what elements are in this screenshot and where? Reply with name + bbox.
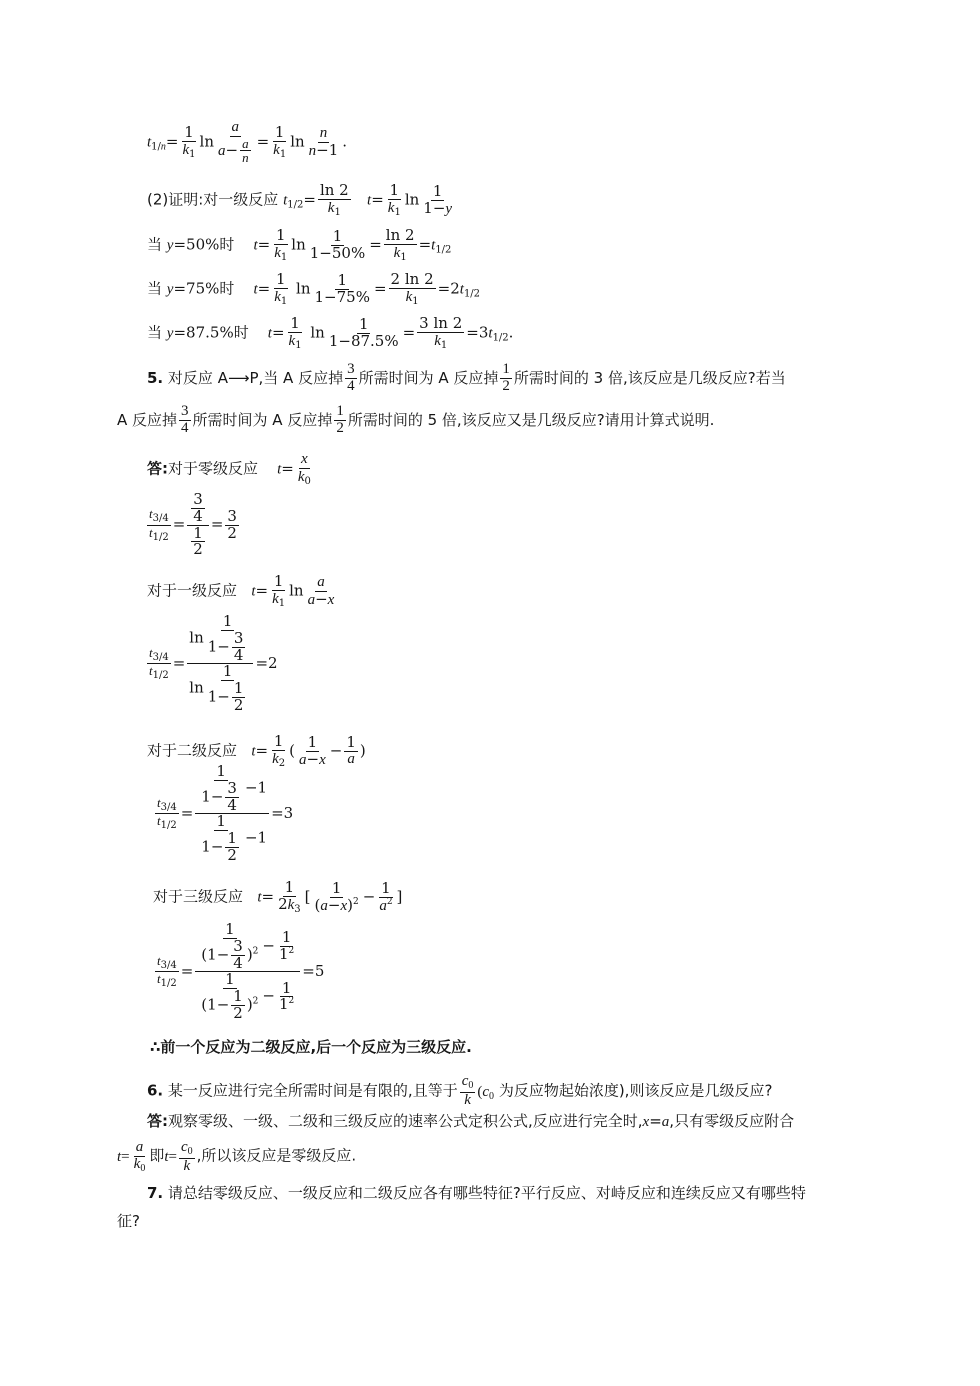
ratio-first-order: $\frac{t_{3/4}}{t_{1/2}}$ = ln 1 1− $\frac{3}{4}$ ln 1 1− $\frac{1}{2}$ =2 [149, 612, 278, 714]
zero-order-line: 答:对于零级反应 t= $\frac{x}{k_0}$ [147, 451, 311, 487]
answer-label: 答: [147, 459, 168, 478]
q5-number: 5. [147, 368, 164, 387]
when-label: 当 [147, 235, 163, 254]
question-7-line2: 征? [117, 1212, 140, 1230]
case-y50: 当 y=50%时 t= $\frac{1}{k_1}$ ln $\frac{1}{1-50\%}$ = $\frac{\ln 2}{k_1}$ $=t_{1/2}$ [147, 226, 452, 263]
q5-text-a: 对反应 A [167, 368, 228, 387]
q6-answer-line1: 答:观察零级、一级、二级和三级反应的速率公式定积公式,反应进行完全时,x=a,只有零级反应附合 [147, 1112, 795, 1130]
q6-answer-a: 观察零级、一级、二级和三级反应的速率公式定积公式,反应进行完全时, [168, 1112, 643, 1130]
when-suffix: 时 [219, 235, 235, 254]
q6-text-a: 某一反应进行完全所需时间是有限的,且等于 [167, 1081, 458, 1100]
ratio-third-order: $\frac{t_{3/4}}{t_{1/2}}$ = 1 (1− $\frac{3}{4}$ )$^2$ − $\frac{1}{1^2}$ 1 (1− $\frac{1}{2}$ )$^2$ − $\frac{1}{1^2}$ =5 [157, 920, 325, 1022]
third-order-label: 对于三级反应 [153, 887, 244, 906]
q5-text-f: 所需时间为 A 反应掉 [192, 410, 333, 429]
q5-text-e: A 反应掉 [117, 410, 178, 429]
proof-heading: (2)证明:对一级反应 [147, 190, 279, 209]
q6-text-b: 为反应物起始浓度),则该反应是几级反应? [498, 1081, 773, 1100]
first-order-label: 对于一级反应 [147, 581, 238, 600]
zero-order-label: 对于零级反应 [168, 459, 259, 478]
question-6-line: 6. 某一反应进行完全所需时间是有限的,且等于 $\frac{c_0}{k}$ ($c_0$ 为反应物起始浓度),则该反应是几级反应? [147, 1073, 773, 1108]
q7-text-line1: 请总结零级反应、一级反应和二级反应各有哪些特征?平行反应、对峙反应和连续反应又有哪些特 [167, 1184, 806, 1202]
q5-text-d: 所需时间的 3 倍,该反应是几级反应?若当 [513, 368, 786, 387]
case-y875: 当 y=87.5%时 t= $\frac{1}{k_1}$ ln $\frac{1}{1-87.5\%}$ = $\frac{3 \ln 2}{k_1}$ $=3t_{1/2}$. [147, 314, 514, 351]
second-order-line: 对于二级反应 t= $\frac{1}{k_2}$ ( $\frac{1}{a-x}$ − $\frac{1}{a}$ ) [147, 732, 366, 769]
question-5-line1: 5. 对反应 A⟶P,当 A 反应掉 $\frac{3}{4}$ 所需时间为 A 反应掉 $\frac{1}{2}$ 所需时间的 3 倍,该反应是几级反应?若当 [147, 361, 786, 394]
q5-text-c: 所需时间为 A 反应掉 [358, 368, 499, 387]
first-order-line: 对于一级反应 t= $\frac{1}{k_1}$ ln $\frac{a}{a-x}$ [147, 572, 335, 609]
q6-answer-b: 只有零级反应附合 [674, 1112, 795, 1130]
y75-value: 75% [186, 279, 220, 298]
question-5-line2: A 反应掉 $\frac{3}{4}$ 所需时间为 A 反应掉 $\frac{1}{2}$ 所需时间的 5 倍,该反应又是几级反应?请用计算式说明. [117, 403, 715, 436]
third-order-line: 对于三级反应 t= $\frac{1}{2k_3}$ [ $\frac{1}{(a-x)^2}$ − $\frac{1}{a^2}$ ] [153, 878, 403, 915]
q6-answer-d: ,所以该反应是零级反应. [196, 1146, 357, 1165]
when-suffix: 时 [219, 279, 235, 298]
q6-number: 6. [147, 1081, 164, 1100]
q5-text-g: 所需时间的 5 倍,该反应又是几级反应?请用计算式说明. [347, 410, 715, 429]
q5-text-b: P,当 A 反应掉 [249, 368, 344, 387]
y50-value: 50% [186, 235, 220, 254]
case-y75: 当 y=75%时 t= $\frac{1}{k_1}$ ln $\frac{1}{1-75\%}$ = $\frac{2 \ln 2}{k_1}$ $=2t_{1/2}$ [147, 270, 481, 307]
answer-label: 答: [147, 1112, 168, 1130]
q6-answer-c: 即 [149, 1146, 165, 1165]
ratio-second-order: $\frac{t_{3/4}}{t_{1/2}}$ = 1 1− $\frac{3}{4}$ −1 1 1− $\frac{1}{2}$ −1 =3 [157, 762, 294, 864]
question-7-line1 [147, 1186, 806, 1201]
arrow-icon: ⟶ [227, 368, 250, 387]
when-label: 当 [147, 323, 163, 342]
ratio-zero-order: $\frac{t_{3/4}}{t_{1/2}}$ = $\frac{\frac{3}{4}}{\frac{1}{2}}$ = $\frac{3}{2}$ [149, 490, 237, 559]
second-order-label: 对于二级反应 [147, 741, 238, 760]
conclusion: ∴前一个反应为二级反应,后一个反应为三级反应. [150, 1038, 472, 1056]
q7-number: 7. [147, 1184, 164, 1202]
y875-value: 87.5% [186, 323, 234, 342]
proof-heading-line: (2)证明:对一级反应 $t_{1/2}=$ $\frac{\ln 2}{k_1}$ t= $\frac{1}{k_1}$ ln $\frac{1}{1-y}$ [147, 181, 453, 218]
when-suffix: 时 [233, 323, 249, 342]
when-label: 当 [147, 279, 163, 298]
formula-t1n: $t_{1/n}=$ $\frac{1}{k_1}$ ln a a− $\frac{a}{n}$ = $\frac{1}{k_1}$ ln $\frac{n}{n-1}$ . [147, 119, 348, 166]
q6-answer-line2: t= $\frac{a}{k_0}$ 即t= $\frac{c_0}{k}$ ,所以该反应是零级反应. [117, 1139, 357, 1174]
